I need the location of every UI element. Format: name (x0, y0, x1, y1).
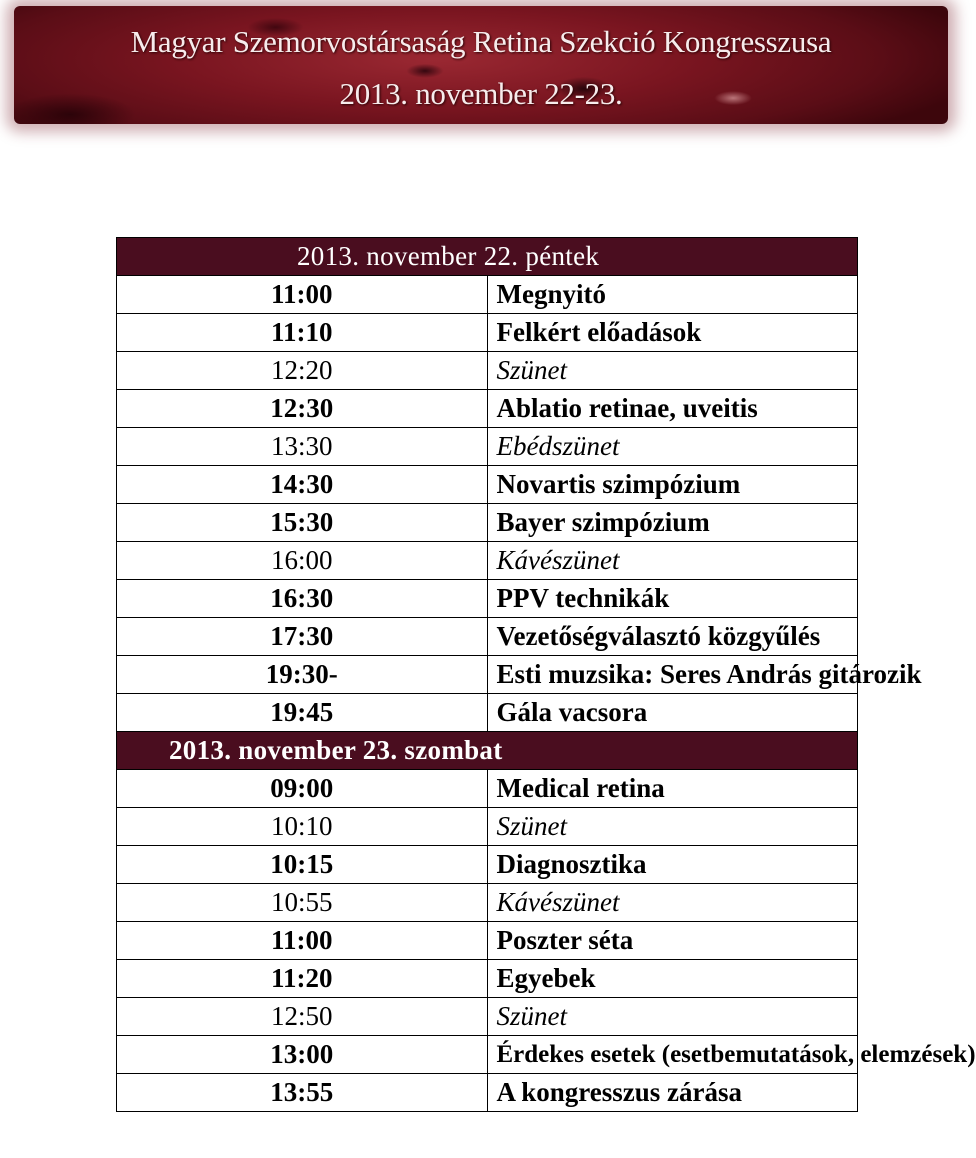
day-header: 2013. november 23. szombat (117, 732, 858, 770)
table-row (117, 352, 858, 390)
event-cell: Megnyitó (487, 276, 858, 314)
time-cell: 11:10 (117, 314, 488, 352)
table-row (117, 314, 858, 352)
table-row (117, 1074, 858, 1112)
time-cell: 10:10 (117, 808, 488, 846)
table-row (117, 276, 858, 314)
event-cell: Kávészünet (487, 542, 858, 580)
day-header-row (117, 238, 858, 276)
table-row (117, 656, 858, 694)
time-cell: 14:30 (117, 466, 488, 504)
event-cell: PPV technikák (487, 580, 858, 618)
event-cell: Ebédszünet (487, 428, 858, 466)
time-cell: 12:20 (117, 352, 488, 390)
event-cell: Felkért előadások (487, 314, 858, 352)
table-row (117, 580, 858, 618)
table-row (117, 694, 858, 732)
time-cell: 09:00 (117, 770, 488, 808)
time-cell: 17:30 (117, 618, 488, 656)
congress-date: 2013. november 22-23. (339, 76, 623, 111)
event-cell: Esti muzsika: Seres András gitározik (487, 656, 858, 694)
table-row (117, 466, 858, 504)
congress-title: Magyar Szemorvostársaság Retina Szekció Kongresszusa (130, 24, 832, 59)
time-cell: 16:30 (117, 580, 488, 618)
event-cell: Novartis szimpózium (487, 466, 858, 504)
time-cell: 12:50 (117, 998, 488, 1036)
table-row (117, 618, 858, 656)
day-header-row (117, 732, 858, 770)
event-cell: Vezetőségválasztó közgyűlés (487, 618, 858, 656)
time-cell: 13:55 (117, 1074, 488, 1112)
event-cell: Kávészünet (487, 884, 858, 922)
table-row (117, 770, 858, 808)
event-cell: Diagnosztika (487, 846, 858, 884)
event-cell: Egyebek (487, 960, 858, 998)
time-cell: 10:55 (117, 884, 488, 922)
table-row (117, 808, 858, 846)
time-cell: 11:00 (117, 276, 488, 314)
event-cell: Medical retina (487, 770, 858, 808)
event-cell: Szünet (487, 998, 858, 1036)
table-row (117, 390, 858, 428)
time-cell: 13:00 (117, 1036, 488, 1074)
table-row (117, 998, 858, 1036)
table-row (117, 1036, 858, 1074)
table-row (117, 922, 858, 960)
time-cell: 10:15 (117, 846, 488, 884)
time-cell: 13:30 (117, 428, 488, 466)
schedule-table (116, 237, 976, 1112)
event-cell: Szünet (487, 808, 858, 846)
table-row (117, 504, 858, 542)
time-cell: 12:30 (117, 390, 488, 428)
time-cell: 11:00 (117, 922, 488, 960)
event-cell: Bayer szimpózium (487, 504, 858, 542)
event-cell: Poszter séta (487, 922, 858, 960)
time-cell: 19:45 (117, 694, 488, 732)
event-cell: Gála vacsora (487, 694, 858, 732)
event-cell: A kongresszus zárása (487, 1074, 858, 1112)
time-cell: 19:30- (117, 656, 488, 694)
event-cell: Szünet (487, 352, 858, 390)
time-cell: 15:30 (117, 504, 488, 542)
table-row (117, 884, 858, 922)
day-header: 2013. november 22. péntek (117, 238, 858, 276)
table-row (117, 846, 858, 884)
event-cell: Ablatio retinae, uveitis (487, 390, 858, 428)
table-row (117, 428, 858, 466)
table-row (117, 542, 858, 580)
event-cell: Érdekes esetek (esetbemutatások, elemzések) (487, 1036, 858, 1074)
time-cell: 11:20 (117, 960, 488, 998)
table-row (117, 960, 858, 998)
header-banner (14, 6, 948, 124)
time-cell: 16:00 (117, 542, 488, 580)
